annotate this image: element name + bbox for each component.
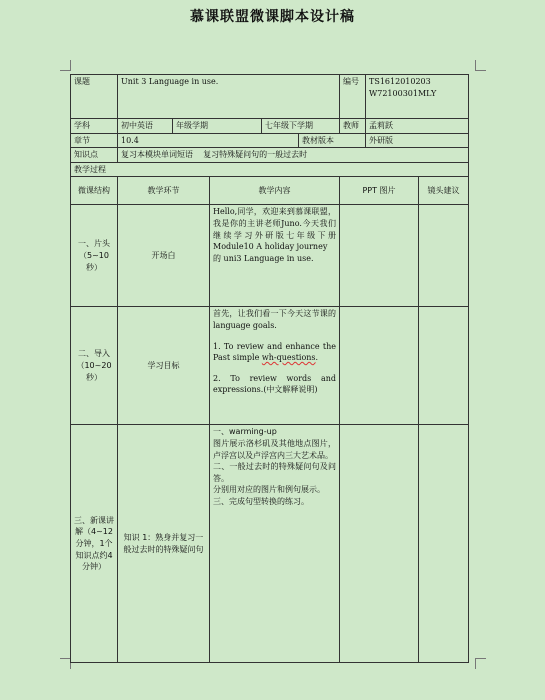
grade-value: 七年级下学期 [262,119,340,134]
content-line: 二、一般过去时的特殊疑问句及问答。 [213,462,337,483]
code-value [366,75,469,119]
content-line: 一、warming-up [213,427,277,437]
teacher-value: 孟莉跃 [366,119,469,134]
chapter-row [71,133,469,148]
row-structure: 二、导入（10~20秒） [71,307,118,425]
row-camera [419,205,469,307]
knowledge-point-2: 复习特殊疑问句的一般过去时 [203,150,308,160]
subject-label: 学科 [71,119,118,134]
subject-value: 初中英语 [118,119,173,134]
content-text: . [315,353,319,363]
row-content [210,307,340,425]
topic-row [71,75,469,119]
table-row [71,425,469,663]
content-text: 1. To review and enhance the Past simple [213,341,337,363]
header-step: 教学环节 [118,177,210,205]
corner-mark-top-right [475,60,486,71]
header-content: 教学内容 [210,177,340,205]
row-ppt [340,307,419,425]
teaching-process-label: 教学过程 [71,162,469,177]
header-structure: 微课结构 [71,177,118,205]
content-line: Hello,同学，欢迎来到慕课联盟，我是你的主讲老师Juno.今天我们继续学习外研版七年级下册 Module10 A holiday journey [213,207,337,252]
row-step: 开场白 [118,205,210,307]
row-structure: 一、片头（5~10秒） [71,205,118,307]
document-title: 慕课联盟微课脚本设计稿 [190,9,355,25]
knowledge-points-value [118,148,469,163]
edition-value: 外研版 [366,133,469,148]
row-step: 知识 1：熟身并复习一般过去时的特殊疑问句 [118,425,210,663]
topic-value: Unit 3 Language in use. [118,75,340,119]
code-value-line-2: W72100301MLY [369,88,437,98]
knowledge-points-label: 知识点 [71,148,118,163]
content-line: 的 uni3 Language in use. [213,253,314,263]
row-ppt [340,425,419,663]
table-row [71,205,469,307]
process-row [71,162,469,177]
script-design-table [70,74,469,663]
row-camera [419,307,469,425]
content-line: 首先，让我们看一下今天这节课的 language goals. [213,309,337,330]
knowledge-point-1: 复习本模块单词短语 [121,150,193,160]
row-step: 学习目标 [118,307,210,425]
content-line: 三、完成句型转换的练习。 [213,496,309,506]
code-value-line-1: TS1612010203 [369,77,431,86]
code-label: 编号 [340,75,366,119]
corner-mark-bottom-right [475,658,486,669]
row-structure: 三、新课讲解（4~12分钟，1个知识点约4分钟） [71,425,118,663]
content-line: 图片展示洛杉矶及其他地点图片，卢浮宫以及卢浮宫内三大艺术品。 [213,438,337,460]
grade-label: 年级学期 [173,119,262,134]
content-line: 2. To review words and expressions.(中文解释说明) [213,373,337,395]
chapter-label: 章节 [71,133,118,148]
row-content [210,205,340,307]
subject-row [71,119,469,134]
corner-mark-top-left [60,60,71,71]
row-ppt [340,205,419,307]
knowledge-points-row [71,148,469,163]
edition-label: 教材版本 [299,133,366,148]
content-line [213,341,336,364]
content-text: wh-questions [261,353,316,363]
row-camera [419,425,469,663]
teacher-label: 教师 [340,119,366,134]
header-camera: 镜头建议 [419,177,469,205]
row-content [210,425,340,663]
content-line: 分别用对应的图片和例句展示。 [213,485,325,495]
table-row [71,307,469,425]
column-header-row [71,177,469,205]
topic-label: 课题 [71,75,118,119]
chapter-value: 10.4 [118,133,299,148]
header-ppt: PPT 图片 [340,177,419,205]
